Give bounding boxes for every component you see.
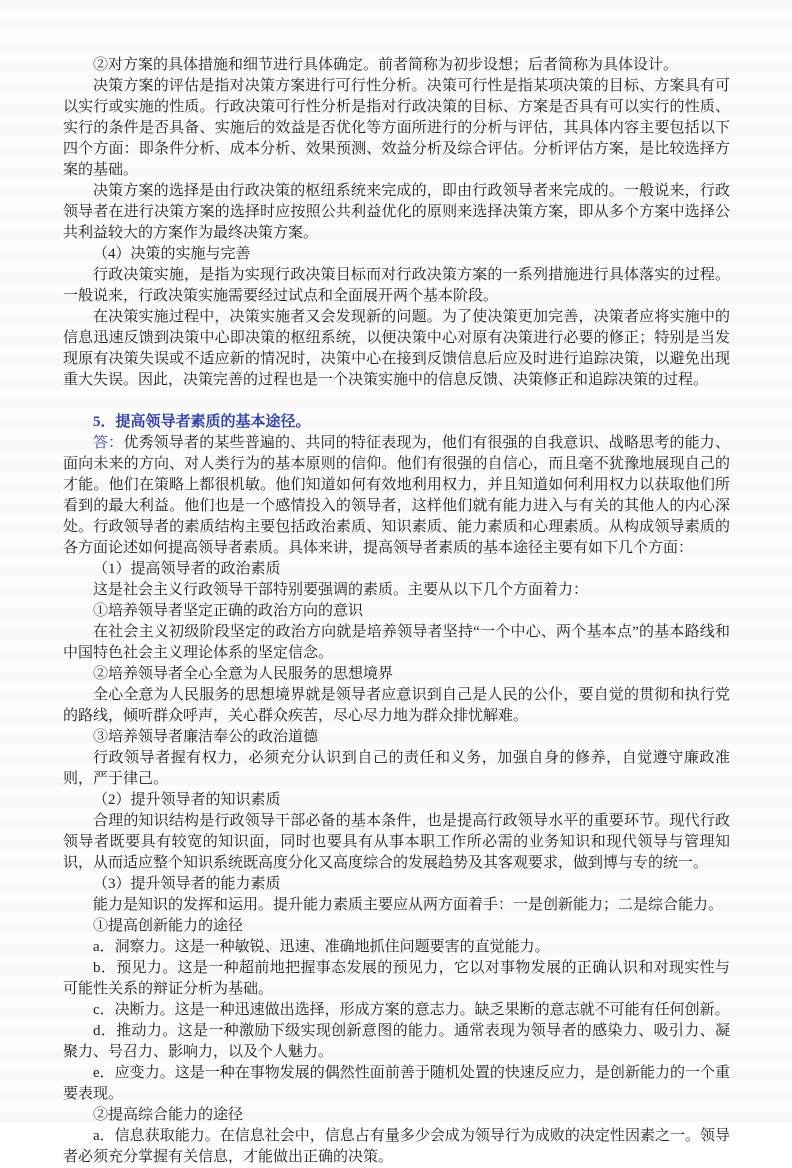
sub-subheading: ①培养领导者坚定正确的政治方向的意识 bbox=[93, 603, 364, 619]
lettered-item: c．决断力。这是一种迅速做出选择，形成方案的意志力。缺乏果断的意志就不可能有任何创新。 bbox=[93, 1002, 730, 1018]
body-paragraph: 在决策实施过程中，决策实施者又会发现新的问题。为了使决策更加完善，决策者应将实施中的信息迅速反馈到决策中心即决策的枢纽系统，以便决策中心对原有决策进行必要的修正；特别是当发现原有决策失误或不适应新的情况时，决策中心在接到反馈信息后应及时进行追踪决策，以避免出现重大失误。因此，决策完善的过程也是一个决策实施中的信息反馈、决策修正和追踪决策的过程。 bbox=[63, 309, 730, 388]
section-subheading: （3）提升领导者的能力素质 bbox=[93, 876, 281, 892]
sub-subheading: ②提高综合能力的途径 bbox=[93, 1107, 244, 1123]
body-paragraph: 这是社会主义行政领导干部特别要强调的素质。主要从以下几个方面着力： bbox=[93, 582, 589, 598]
section-subheading: （2）提升领导者的知识素质 bbox=[93, 792, 281, 808]
body-paragraph: 能力是知识的发挥和运用。提升能力素质主要应从两方面着手：一是创新能力；二是综合能力。 bbox=[93, 897, 724, 913]
body-paragraph: 行政领导者握有权力，必须充分认识到自己的责任和义务，加强自身的修养，自觉遵守廉政准则，严于律己。 bbox=[63, 750, 730, 787]
lettered-item: e．应变力。这是一种在事物发展的偶然性面前善于随机处置的快速反应力，是创新能力的一个重要表现。 bbox=[63, 1065, 730, 1102]
lettered-item: a．洞察力。这是一种敏锐、迅速、准确地抓住问题要害的直觉能力。 bbox=[93, 939, 550, 955]
sub-subheading: ②培养领导者全心全意为人民服务的思想境界 bbox=[93, 666, 394, 682]
answer-text: 优秀领导者的某些普遍的、共同的特征表现为，他们有很强的自我意识、战略思考的能力、面向未来的方向、对人类行为的基本原则的信仰。他们有很强的自信心，而且毫不犹豫地展现自己的才能。他们在策略上都很机敏。他们知道如何有效地利用权力，并且知道如何利用权力以获取他们所看到的最大利益。他们也是一个感情投入的领导者，这样他们就有能力进入与有关的其他人的内心深处。行政领导者的素质结构主要包括政治素质、知识素质、能力素质和心理素质。从构成领导素质的各方面论述如何提高领导者素质。具体来讲，提高领导者素质的基本途径主要有如下几个方面： bbox=[63, 435, 730, 556]
body-paragraph: ②对方案的具体措施和细节进行具体确定。前者简称为初步设想；后者简称为具体设计。 bbox=[93, 57, 679, 73]
document-content bbox=[63, 55, 730, 1168]
body-paragraph: 在社会主义初级阶段坚定的政治方向就是培养领导者坚持“一个中心、两个基本点”的基本路线和中国特色社会主义理论体系的坚定信念。 bbox=[63, 624, 730, 661]
lettered-item: b．预见力。这是一种超前地把握事态发展的预见力，它以对事物发展的正确认识和对现实性与可能性关系的辩证分析为基础。 bbox=[63, 960, 730, 997]
answer-paragraph bbox=[63, 433, 730, 559]
section-subheading: （1）提高领导者的政治素质 bbox=[93, 561, 281, 577]
lettered-item: d．推动力。这是一种激励下级实现创新意图的能力。通常表现为领导者的感染力、吸引力、凝聚力、号召力、影响力，以及个人魅力。 bbox=[63, 1023, 730, 1060]
section-subheading: （4）决策的实施与完善 bbox=[93, 246, 251, 262]
body-paragraph: 决策方案的选择是由行政决策的枢纽系统来完成的，即由行政领导者来完成的。一般说来，行政领导者在进行决策方案的选择时应按照公共利益优化的原则来选择决策方案，即从多个方案中选择公共利益较大的方案作为最终决策方案。 bbox=[63, 183, 730, 241]
answer-label: 答： bbox=[93, 435, 124, 451]
body-paragraph: 合理的知识结构是行政领导干部必备的基本条件，也是提高行政领导水平的重要环节。现代行政领导者既要具有较宽的知识面，同时也要具有从事本职工作所必需的业务知识和现代领导与管理知识，从而适应整个知识系统既高度分化又高度综合的发展趋势及其客观要求，做到博与专的统一。 bbox=[63, 813, 730, 871]
body-paragraph: 全心全意为人民服务的思想境界就是领导者应意识到自己是人民的公仆，要自觉的贯彻和执行党的路线，倾听群众呼声，关心群众疾苦，尽心尽力地为群众排忧解难。 bbox=[63, 687, 730, 724]
body-paragraph: 决策方案的评估是指对决策方案进行可行性分析。决策可行性是指某项决策的目标、方案具有可以实行或实施的性质。行政决策可行性分析是指对行政决策的目标、方案是否具有可以实行的性质、实行的条件是否具备、实施后的效益是否优化等方面所进行的分析与评估，其具体内容主要包括以下四个方面：即条件分析、成本分析、效果预测、效益分析及综合评估。分析评估方案，是比较选择方案的基础。 bbox=[63, 78, 730, 178]
sub-subheading: ③培养领导者廉洁奉公的政治道德 bbox=[93, 729, 319, 745]
question-heading: 5．提高领导者素质的基本途径。 bbox=[93, 414, 311, 430]
sub-subheading: ①提高创新能力的途径 bbox=[93, 918, 244, 934]
body-paragraph: 行政决策实施，是指为实现行政决策目标而对行政决策方案的一系列措施进行具体落实的过程。一般说来，行政决策实施需要经过试点和全面展开两个基本阶段。 bbox=[63, 267, 730, 304]
lettered-item: a．信息获取能力。在信息社会中，信息占有量多少会成为领导行为成败的决定性因素之一。领导者必须充分掌握有关信息，才能做出正确的决策。 bbox=[63, 1128, 730, 1165]
